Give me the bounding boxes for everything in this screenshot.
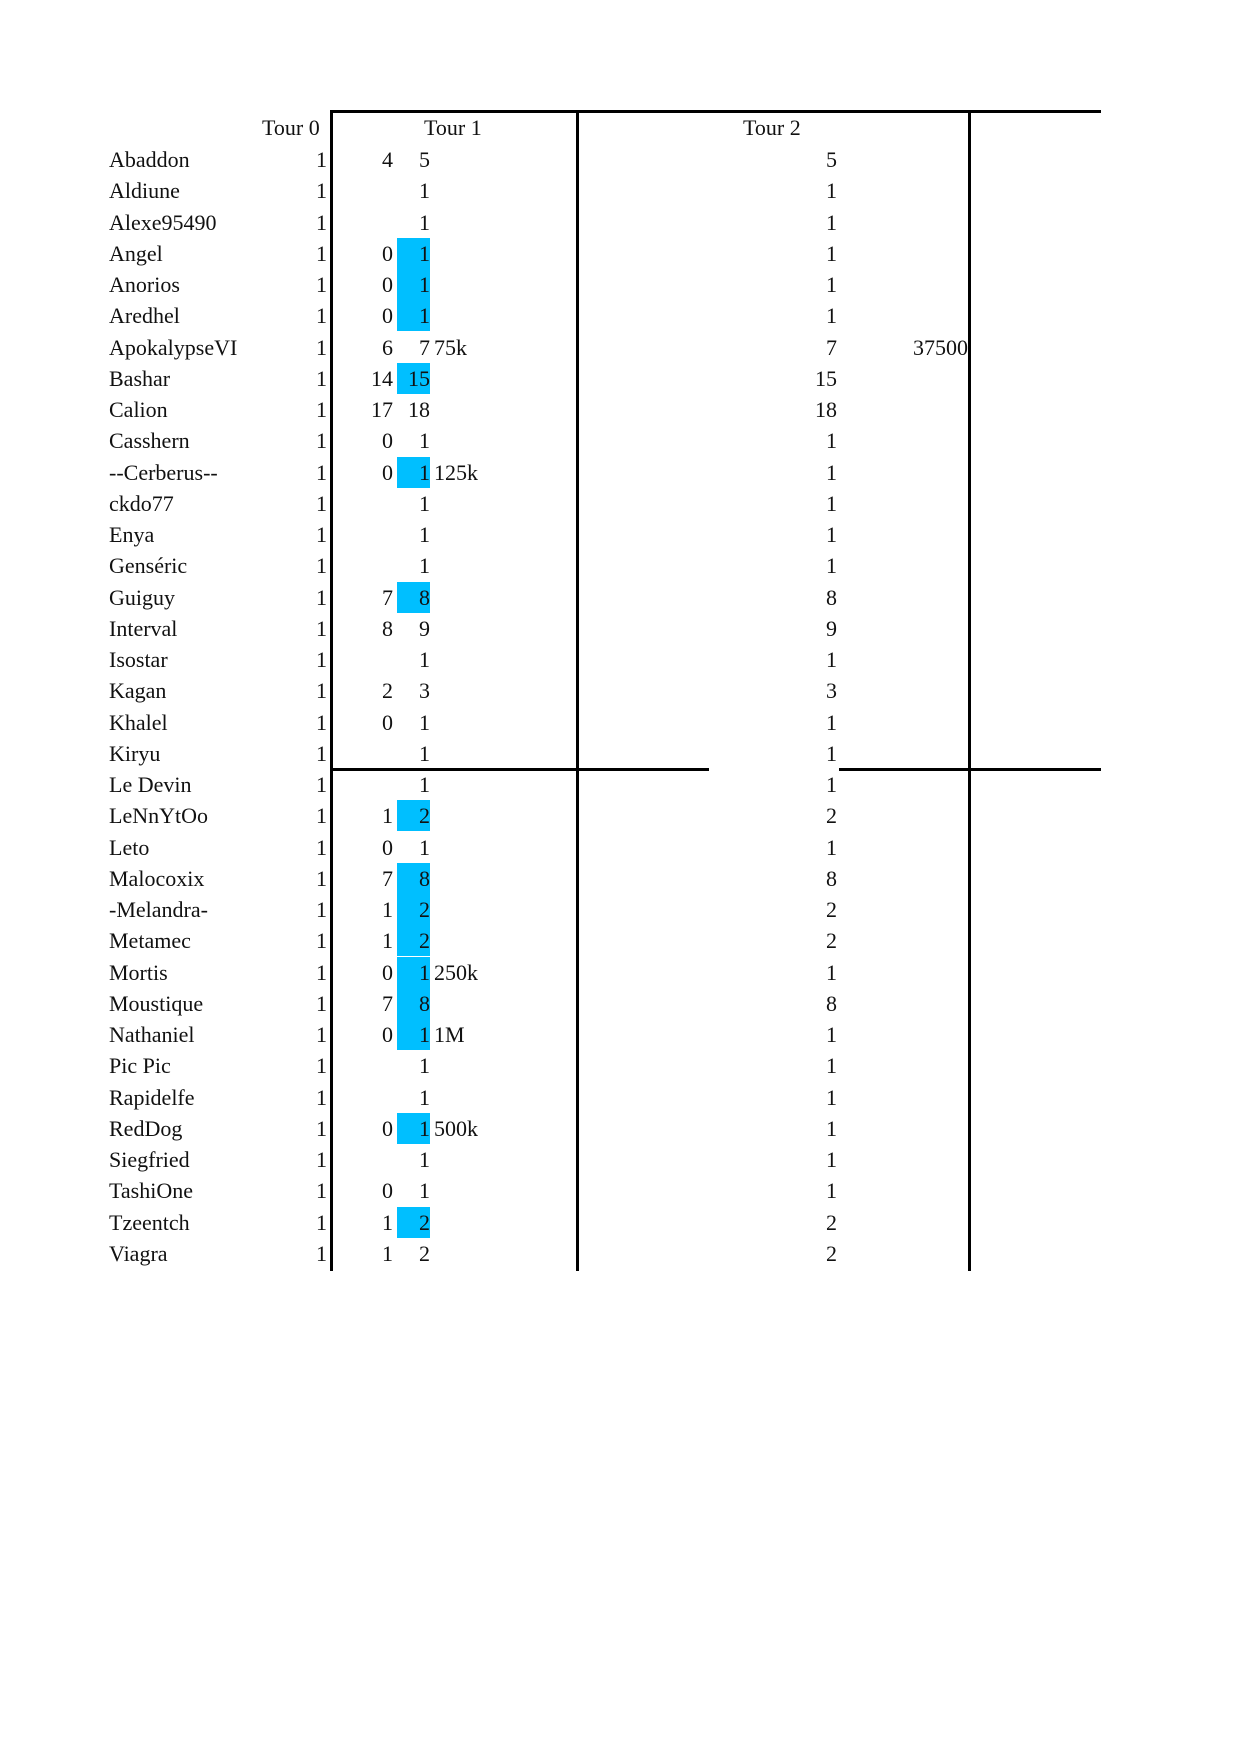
tour-1-value: 3 <box>419 678 430 704</box>
player-name: RedDog <box>109 1115 183 1141</box>
tour-1-previous-value: 14 <box>371 365 393 391</box>
tour-1-value: 1 <box>419 709 430 735</box>
tour-1-value: 1 <box>419 178 430 204</box>
tour-1-previous-value: 1 <box>382 1240 393 1266</box>
tour-2-value: 1 <box>826 178 837 204</box>
player-name: Aldiune <box>109 178 180 204</box>
tour-0-value: 1 <box>316 1084 327 1110</box>
tour-2-value: 1 <box>826 272 837 297</box>
player-name: Viagra <box>109 1240 168 1266</box>
tour-2-value: 1 <box>826 1178 837 1204</box>
tour-0-value: 1 <box>316 459 327 485</box>
player-name: Aredhel <box>109 303 180 329</box>
tour-1-previous-value: 0 <box>382 459 393 485</box>
player-name: -Melandra- <box>109 897 208 922</box>
player-name: Enya <box>109 522 155 547</box>
tour-2-value: 9 <box>826 615 837 641</box>
tour-1-previous-value: 7 <box>382 584 393 610</box>
tour-1-previous-value: 2 <box>382 678 393 704</box>
tour-0-value: 1 <box>316 959 327 985</box>
player-name: Malocoxix <box>109 865 205 891</box>
tour-1-previous-value: 0 <box>382 1178 393 1204</box>
tour-1-value: 1 <box>419 428 430 454</box>
player-name: Isostar <box>109 647 168 672</box>
player-name: Interval <box>109 615 178 641</box>
player-name: Khalel <box>109 709 168 735</box>
tour-2-value: 1 <box>826 209 837 235</box>
tour-1-value: 1 <box>419 772 430 797</box>
player-name: Genséric <box>109 553 188 579</box>
player-name: Calion <box>109 397 168 422</box>
tour-2-value: 1 <box>826 647 837 672</box>
tour-2-value: 1 <box>826 1115 837 1141</box>
player-name: Anorios <box>109 272 180 297</box>
tour-1-bet: 250k <box>434 959 478 985</box>
tour-1-previous-value: 7 <box>382 990 393 1016</box>
tour-2-value: 8 <box>826 990 837 1016</box>
tour-0-value: 1 <box>316 147 327 172</box>
tour-0-value: 1 <box>316 834 327 860</box>
tour-1-previous-value: 1 <box>382 1209 393 1235</box>
tour-1-previous-value: 0 <box>382 240 393 266</box>
tour-0-value: 1 <box>316 990 327 1016</box>
tour-0-value: 1 <box>316 522 327 547</box>
tour-2-value: 2 <box>826 803 837 829</box>
tour-2-value: 1 <box>826 709 837 735</box>
player-name: ckdo77 <box>109 490 174 516</box>
tour-1-value: 1 <box>397 300 430 331</box>
tour-2-value: 2 <box>826 897 837 922</box>
tour-1-value: 2 <box>419 1240 430 1266</box>
tour-0-value: 1 <box>316 1240 327 1266</box>
tour-2-value: 8 <box>826 584 837 610</box>
tour-1-previous-value: 7 <box>382 865 393 891</box>
tour-2-value: 2 <box>826 928 837 954</box>
player-name: --Cerberus-- <box>109 459 218 485</box>
player-name: Le Devin <box>109 772 192 797</box>
tour-1-previous-value: 0 <box>382 834 393 860</box>
tour-1-previous-value: 4 <box>382 147 393 172</box>
top-border-line <box>330 110 1101 113</box>
tour-0-value: 1 <box>316 490 327 516</box>
tour-2-value: 1 <box>826 772 837 797</box>
tour-1-previous-value: 1 <box>382 897 393 922</box>
column-divider-tour-0 <box>330 110 333 1271</box>
tour-1-previous-value: 1 <box>382 928 393 954</box>
tour-2-value: 15 <box>815 365 837 391</box>
tour-1-previous-value: 17 <box>371 397 393 422</box>
tour-0-value: 1 <box>316 1053 327 1079</box>
tour-2-value: 1 <box>826 428 837 454</box>
tour-1-previous-value: 6 <box>382 334 393 360</box>
player-name: Guiguy <box>109 584 175 610</box>
tour-1-value: 1 <box>397 1019 430 1050</box>
tour-1-value: 1 <box>419 522 430 547</box>
tour-0-value: 1 <box>316 647 327 672</box>
tour-1-value: 1 <box>397 238 430 269</box>
tour-0-value: 1 <box>316 1209 327 1235</box>
tour-1-value: 1 <box>419 647 430 672</box>
tour-1-value: 5 <box>419 147 430 172</box>
tour-2-value: 1 <box>826 240 837 266</box>
tour-1-value: 1 <box>397 957 430 988</box>
tour-1-value: 8 <box>397 582 430 613</box>
header-tour-2: Tour 2 <box>743 115 801 140</box>
tour-2-value: 1 <box>826 740 837 766</box>
tour-2-value: 1 <box>826 1147 837 1172</box>
tour-1-value: 1 <box>419 740 430 766</box>
tour-2-value: 1 <box>826 553 837 579</box>
tour-2-value: 7 <box>826 334 837 360</box>
tour-1-previous-value: 8 <box>382 615 393 641</box>
column-divider-tour-2 <box>968 110 971 1271</box>
tour-1-previous-value: 0 <box>382 709 393 735</box>
tour-2-value: 1 <box>826 1022 837 1047</box>
header-tour-0: Tour 0 <box>262 115 320 140</box>
tour-0-value: 1 <box>316 1178 327 1204</box>
tour-0-value: 1 <box>316 803 327 829</box>
player-name: LeNnYtOo <box>109 803 208 829</box>
tour-2-value: 3 <box>826 678 837 704</box>
player-name: Mortis <box>109 959 168 985</box>
tour-1-value: 15 <box>397 363 430 394</box>
player-name: Nathaniel <box>109 1022 195 1047</box>
tour-0-value: 1 <box>316 240 327 266</box>
tour-0-value: 1 <box>316 709 327 735</box>
tour-0-value: 1 <box>316 1022 327 1047</box>
tour-1-value: 1 <box>419 834 430 860</box>
tour-1-value: 7 <box>419 334 430 360</box>
tour-0-value: 1 <box>316 772 327 797</box>
player-name: Kagan <box>109 678 167 704</box>
tour-1-previous-value: 1 <box>382 803 393 829</box>
player-name: Rapidelfe <box>109 1084 195 1110</box>
tour-0-value: 1 <box>316 428 327 454</box>
tour-1-bet: 75k <box>434 334 467 360</box>
tour-0-value: 1 <box>316 1115 327 1141</box>
tour-1-value: 1 <box>419 490 430 516</box>
tour-0-value: 1 <box>316 209 327 235</box>
tour-2-value: 1 <box>826 1053 837 1079</box>
tour-2-value: 5 <box>826 147 837 172</box>
tour-2-extra-value: 37500 <box>913 334 968 360</box>
tour-0-value: 1 <box>316 678 327 704</box>
tour-1-previous-value: 0 <box>382 272 393 297</box>
tour-1-previous-value: 0 <box>382 303 393 329</box>
tour-2-value: 8 <box>826 865 837 891</box>
tour-1-previous-value: 0 <box>382 428 393 454</box>
tour-0-value: 1 <box>316 303 327 329</box>
tour-1-value: 9 <box>419 615 430 641</box>
player-name: Moustique <box>109 990 204 1016</box>
tour-1-previous-value: 0 <box>382 1115 393 1141</box>
tour-1-value: 1 <box>419 1053 430 1079</box>
tour-1-value: 1 <box>419 209 430 235</box>
tour-0-value: 1 <box>316 334 327 360</box>
player-name: Siegfried <box>109 1147 190 1172</box>
tour-1-value: 8 <box>397 988 430 1019</box>
tour-1-value: 1 <box>419 553 430 579</box>
player-name: Alexe95490 <box>109 209 217 235</box>
player-name: Angel <box>109 240 163 266</box>
player-name: Metamec <box>109 928 191 954</box>
tour-1-value: 2 <box>397 800 430 831</box>
tour-0-value: 1 <box>316 178 327 204</box>
player-name: Casshern <box>109 428 190 454</box>
tour-2-value: 2 <box>826 1209 837 1235</box>
tour-0-value: 1 <box>316 897 327 922</box>
tour-2-value: 1 <box>826 490 837 516</box>
player-name: ApokalypseVI <box>109 334 238 360</box>
tour-0-value: 1 <box>316 272 327 297</box>
tour-2-value: 1 <box>826 303 837 329</box>
tour-0-value: 1 <box>316 584 327 610</box>
player-name: Pic Pic <box>109 1053 171 1079</box>
tour-2-value: 1 <box>826 522 837 547</box>
tour-1-value: 1 <box>419 1178 430 1204</box>
header-tour-1: Tour 1 <box>424 115 482 140</box>
tour-1-value: 1 <box>419 1084 430 1110</box>
tour-0-value: 1 <box>316 865 327 891</box>
player-name: TashiOne <box>109 1178 193 1204</box>
tour-0-value: 1 <box>316 1147 327 1172</box>
tour-0-value: 1 <box>316 615 327 641</box>
tour-1-value: 2 <box>397 1207 430 1238</box>
tour-1-previous-value: 0 <box>382 1022 393 1047</box>
tour-1-value: 1 <box>397 1113 430 1144</box>
tour-2-value: 1 <box>826 459 837 485</box>
player-name: Kiryu <box>109 740 161 766</box>
tour-2-value: 2 <box>826 1240 837 1266</box>
player-name: Tzeentch <box>109 1209 190 1235</box>
tour-1-bet: 125k <box>434 459 478 485</box>
tour-1-bet: 500k <box>434 1115 478 1141</box>
column-divider-tour-1 <box>576 110 579 1271</box>
tour-1-previous-value: 0 <box>382 959 393 985</box>
tour-1-value: 1 <box>397 457 430 488</box>
tour-1-value: 1 <box>419 1147 430 1172</box>
player-name: Leto <box>109 834 150 860</box>
tour-1-bet: 1M <box>434 1022 465 1047</box>
tour-2-value: 1 <box>826 834 837 860</box>
tour-1-value: 2 <box>397 925 430 956</box>
player-name: Bashar <box>109 365 171 391</box>
mid-border-line-left <box>330 768 709 771</box>
tour-0-value: 1 <box>316 928 327 954</box>
tour-1-value: 18 <box>408 397 430 422</box>
tour-1-value: 2 <box>397 894 430 925</box>
tour-1-value: 8 <box>397 863 430 894</box>
tour-2-value: 1 <box>826 959 837 985</box>
tour-0-value: 1 <box>316 365 327 391</box>
tour-2-value: 1 <box>826 1084 837 1110</box>
tour-0-value: 1 <box>316 553 327 579</box>
tour-2-value: 18 <box>815 397 837 422</box>
player-name: Abaddon <box>109 147 190 172</box>
tour-0-value: 1 <box>316 397 327 422</box>
tour-0-value: 1 <box>316 740 327 766</box>
tour-1-value: 1 <box>397 269 430 300</box>
